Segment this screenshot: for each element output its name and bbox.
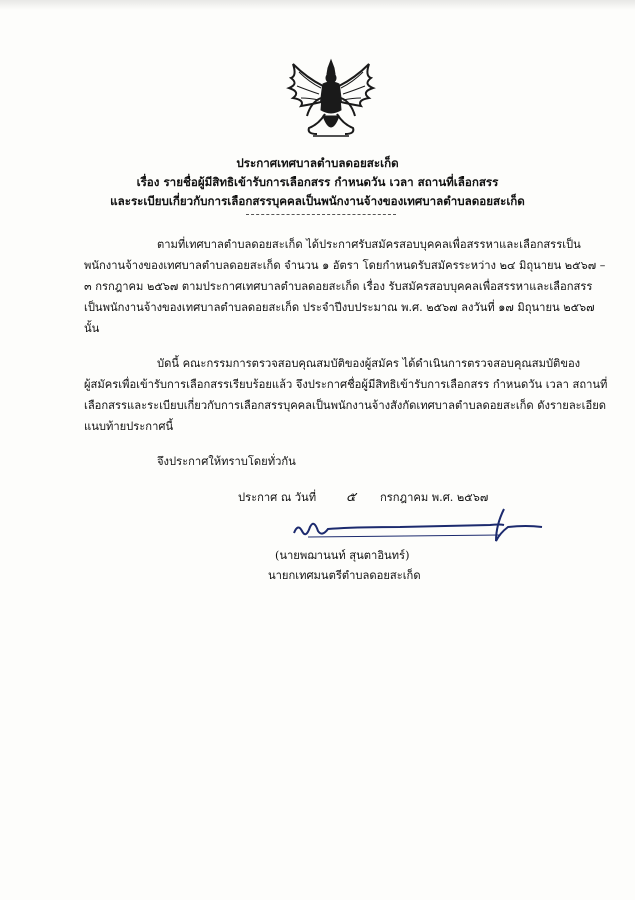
signer-position: นายกเทศมนตรีตำบลดอยสะเก็ด bbox=[268, 569, 421, 582]
para2-line-1: บัดนี้ คณะกรรมการตรวจสอบคุณสมบัติของผู้สมัคร ได้ดำเนินการตรวจสอบคุณสมบัติของ bbox=[157, 357, 581, 370]
announcement-title: ประกาศเทศบาลตำบลดอยสะเก็ด bbox=[236, 156, 399, 170]
para1-line-4: เป็นพนักงานจ้างของเทศบาลตำบลดอยสะเก็ด ประจำปีงบประมาณ พ.ศ. ๒๕๖๗ ลงวันที่ ๑๗ มิถุนายน ๒๕๖๗ bbox=[84, 301, 595, 314]
date-prefix: ประกาศ ณ วันที่ bbox=[238, 491, 317, 504]
signer-name: (นายพฌานนท์ สุนตาอินทร์) bbox=[275, 549, 410, 562]
para1-line-2: พนักงานจ้างของเทศบาลตำบลดอยสะเก็ด จำนวน ๑ อัตรา โดยกำหนดรับสมัครระหว่าง ๒๔ มิถุนายน ๒๕๖๗ – bbox=[84, 259, 606, 272]
closing-line: จึงประกาศให้ทราบโดยทั่วกัน bbox=[157, 455, 296, 468]
para2-line-4: แนบท้ายประกาศนี้ bbox=[84, 420, 174, 433]
date-day: ๕ bbox=[346, 490, 356, 505]
para1-line-5: นั้น bbox=[84, 322, 100, 335]
divider-line bbox=[246, 214, 396, 215]
subject-line-1: เรื่อง รายชื่อผู้มีสิทธิเข้ารับการเลือกสรร กำหนดวัน เวลา สถานที่เลือกสรร bbox=[136, 175, 499, 189]
para2-line-2: ผู้สมัครเพื่อเข้ารับการเลือกสรรเรียบร้อยแล้ว จึงประกาศชื่อผู้มีสิทธิเข้ารับการเลือกสรร กำหนดวัน เวลา สถานที่ bbox=[84, 378, 608, 391]
garuda-emblem-icon bbox=[283, 58, 379, 140]
para2-line-3: เลือกสรรและระเบียบเกี่ยวกับการเลือกสรรบุคคลเป็นพนักงานจ้างสังกัดเทศบาลตำบลดอยสะเก็ด ดังรายละเอียด bbox=[84, 399, 607, 412]
handwritten-signature bbox=[290, 505, 550, 545]
para1-line-3: ๓ กรกฎาคม ๒๕๖๗ ตามประกาศเทศบาลตำบลดอยสะเก็ด เรื่อง รับสมัครสอบบุคคลเพื่อสรรหาและเลือกสรร bbox=[84, 280, 593, 293]
scan-edge bbox=[0, 0, 635, 10]
date-month-year: กรกฎาคม พ.ศ. ๒๕๖๗ bbox=[380, 491, 489, 504]
subject-line-2: และระเบียบเกี่ยวกับการเลือกสรรบุคคลเป็นพนักงานจ้างของเทศบาลตำบลดอยสะเก็ด bbox=[110, 194, 525, 208]
para1-line-1: ตามที่เทศบาลตำบลดอยสะเก็ด ได้ประกาศรับสมัครสอบบุคคลเพื่อสรรหาและเลือกสรรเป็น bbox=[157, 238, 581, 251]
